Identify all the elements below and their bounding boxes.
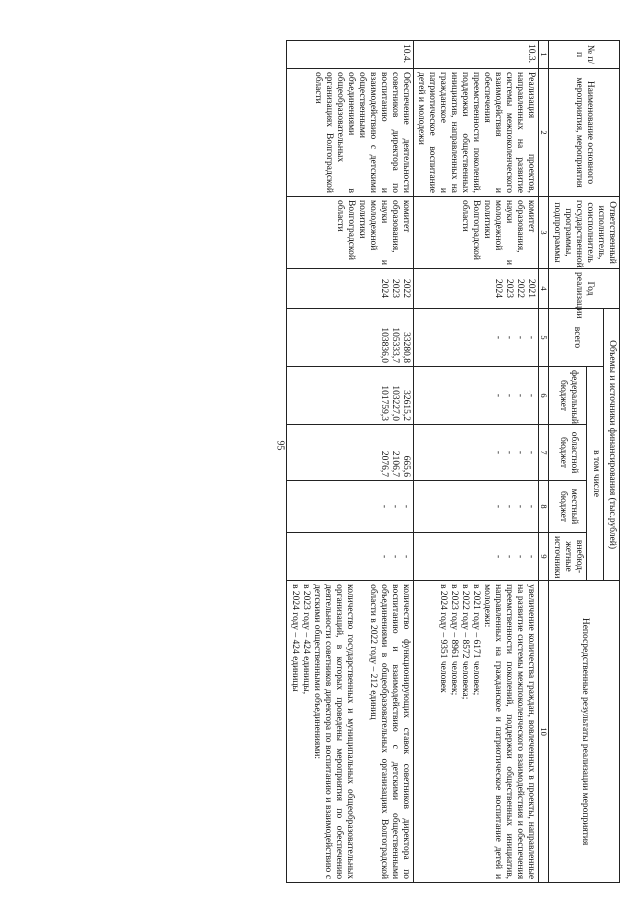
- result-list: в 2021 году – 6171 человек; в 2022 году – 8572 человека; в 2023 году – 8961 человек; в 2024 году – 9351 человек: [438, 584, 482, 700]
- row-num: 10.3.: [413, 41, 538, 69]
- header-year: Год реализации: [549, 269, 620, 309]
- col-number: 4: [538, 269, 549, 309]
- row-total: 33280,8 105333,7 103836,0: [287, 309, 413, 367]
- row-local: - - - -: [413, 481, 538, 533]
- col-number: 7: [538, 425, 549, 481]
- row-years: 2022 2023 2024: [287, 269, 413, 309]
- header-name: Наименование основного мероприятия, мероприятия: [549, 69, 620, 197]
- row-results: [413, 581, 538, 883]
- program-table: [286, 40, 620, 883]
- header-executor: Ответственный исполнитель, соисполнитель государственной программы, подпрограммы: [549, 197, 620, 269]
- result-text-second: количество государственных и муниципальных общеобразовательных организаций, в которых проведены мероприятия по обеспечению деятельности советников директора по воспитанию и взаимодействию с детскими общественными объединениями:: [312, 584, 355, 880]
- header-local: местный бюджет: [549, 481, 587, 533]
- row-executor: комитет образования, науки и молодежной политики Волгоградской области: [287, 197, 413, 269]
- col-number: 10: [538, 581, 549, 883]
- col-number: 9: [538, 533, 549, 581]
- col-number: 6: [538, 367, 549, 425]
- row-name: Обеспечение деятельности советников директора по воспитанию и взаимодействию с детскими общественными объединениями в общеобразовательных организациях Волгоградской области: [287, 69, 413, 197]
- page-number: 95: [274, 440, 286, 451]
- col-number: 3: [538, 197, 549, 269]
- result-text: количество функционирующих ставок советников директора по воспитанию и взаимодействию с детскими общественными объединениями в общеобразовательных организациях Волгоградской области в 2022 году – 212 единиц: [367, 584, 411, 880]
- col-number: 2: [538, 69, 549, 197]
- row-years: 2021 2022 2023 2024: [413, 269, 538, 309]
- header-incl: в том числе: [587, 367, 604, 581]
- header-extra: внебюд-жетные источники: [549, 533, 587, 581]
- rotated-table-container: [60, 40, 620, 882]
- header-regional: областной бюджет: [549, 425, 587, 481]
- column-number-row: [538, 41, 549, 883]
- result-text: увеличение количества граждан, вовлеченных в проекты, направленные на развитие системы межпоколенческого взаимодействия и обеспечения преемственности поколений, поддержки общественных инициатив, направленных на гражданское и патриотическое воспитание детей и молодежи:: [482, 584, 536, 880]
- col-number: 8: [538, 481, 549, 533]
- row-name: Реализация проектов, направленных на развитие системы межпоколенческого взаимодействия и обеспечения преемственности поколений, поддержки общественных инициатив, направленных на гражданское и патриотическое воспитание детей и молодежи: [413, 69, 538, 197]
- header-num: № п/п: [549, 41, 620, 69]
- row-executor: комитет образования, науки и молодежной политики Волгоградской области: [413, 197, 538, 269]
- row-extra: - - - -: [413, 533, 538, 581]
- col-number: 5: [538, 309, 549, 367]
- row-regional: 665,6 2106,7 2076,7: [287, 425, 413, 481]
- row-num: 10.4.: [287, 41, 413, 69]
- row-extra: - - -: [287, 533, 413, 581]
- header-federal: федеральный бюджет: [549, 367, 587, 425]
- header-funding: Объемы и источники финансирования (тыс.рублей): [604, 309, 620, 581]
- table-row: [413, 41, 538, 883]
- col-number: 1: [538, 41, 549, 69]
- table-row: [287, 41, 413, 883]
- header-total: всего: [549, 309, 604, 367]
- row-local: - - -: [287, 481, 413, 533]
- row-results: [287, 581, 413, 883]
- row-federal: 32615,2 103227,0 101759,3: [287, 367, 413, 425]
- row-regional: - - - -: [413, 425, 538, 481]
- result-list: в 2023 году – 424 единицы, в 2024 году – 424 единицы: [290, 584, 312, 695]
- row-federal: - - - -: [413, 367, 538, 425]
- row-total: - - - -: [413, 309, 538, 367]
- header-results: Непосредственные результаты реализации мероприятия: [549, 581, 620, 883]
